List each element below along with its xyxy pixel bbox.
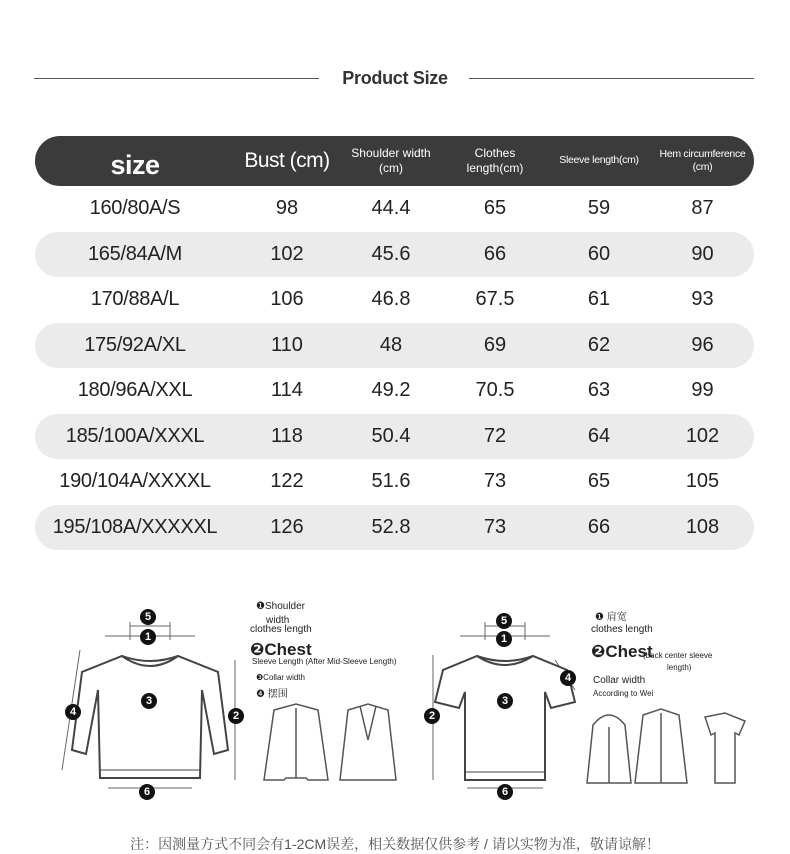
table-cell: 62: [587, 333, 611, 356]
table-cell: 180/96A/XXL: [77, 379, 193, 402]
header-hem-line2: (cm): [692, 161, 713, 173]
header-shoulder-line2: (cm): [379, 161, 403, 175]
table-row: [35, 323, 754, 369]
title-row: [0, 62, 790, 96]
label-width: width: [266, 615, 290, 626]
table-row: [35, 505, 754, 551]
table-cell: 102: [685, 424, 720, 447]
table-cell: 108: [685, 515, 720, 538]
table-cell: 65: [483, 197, 507, 220]
table-cell: 87: [691, 197, 714, 220]
table-cell: 195/108A/XXXXXL: [52, 515, 218, 538]
label-clothes-length: clothes length: [591, 624, 653, 635]
label-chest: ❷Chest: [250, 640, 312, 659]
table-cell: 93: [691, 288, 714, 311]
table-cell: 118: [271, 424, 303, 447]
table-cell: 126: [270, 515, 304, 538]
table-cell: 175/92A/XL: [84, 333, 186, 356]
table-cell: 48: [379, 333, 403, 356]
table-cell: 66: [587, 515, 611, 538]
table-row: [35, 186, 754, 232]
table-cell: 63: [587, 379, 611, 402]
table-cell: 65: [587, 470, 611, 493]
marker-6: 6: [139, 782, 155, 800]
table-cell: 44.4: [371, 197, 411, 220]
marker-5: 5: [140, 607, 156, 625]
table-cell: 73: [483, 470, 507, 493]
title-divider-left: [34, 78, 319, 79]
label-sleeve-note: (back center sleeve: [643, 651, 713, 660]
table-cell: 49.2: [371, 379, 411, 402]
marker-3: 3: [141, 691, 157, 709]
measurement-note: 注：因测量方式不同会有1-2CM误差，相关数据仅供参考 / 请以实物为准，敬请谅解！: [130, 836, 660, 852]
header-hem: [651, 148, 754, 174]
table-cell: 67.5: [475, 288, 515, 311]
table-cell: 69: [483, 333, 507, 356]
table-cell: 105: [685, 470, 720, 493]
table-cell: 185/100A/XXXL: [65, 424, 205, 447]
marker-2: 2: [228, 706, 244, 724]
table-cell: 165/84A/M: [87, 242, 183, 265]
marker-2: 2: [424, 706, 440, 724]
table-cell: 64: [587, 424, 611, 447]
label-hem: ❹ 摆围: [256, 689, 288, 700]
table-body: [35, 186, 754, 550]
label-clothes-length: clothes length: [250, 624, 312, 635]
label-collar-width: ❸Collar width: [256, 673, 305, 682]
label-collar-width: Collar width: [593, 675, 646, 686]
diagram-long-sleeve: [50, 600, 410, 800]
table-row: [35, 414, 754, 460]
table-cell: 110: [271, 333, 303, 356]
header-size: size: [110, 150, 160, 181]
table-cell: 52.8: [371, 515, 411, 538]
table-cell: 170/88A/L: [90, 288, 180, 311]
header-shoulder-line1: Shoulder width: [351, 146, 431, 160]
table-cell: 72: [483, 424, 507, 447]
label-shoulder: ❶Shoulder: [256, 601, 305, 612]
table-header: [35, 136, 754, 186]
table-cell: 106: [270, 288, 304, 311]
table-cell: 190/104A/XXXXL: [59, 470, 211, 493]
label-sleeve-length: Sleeve Length (After Mid-Sleeve Length): [252, 657, 397, 666]
title-divider-right: [469, 78, 754, 79]
table-cell: 60: [587, 242, 611, 265]
table-cell: 114: [271, 379, 303, 402]
header-hem-line1: Hem circumference: [659, 147, 746, 160]
jackets-sketch: [256, 700, 416, 790]
marker-6: 6: [497, 782, 513, 800]
table-cell: 98: [275, 197, 299, 220]
header-clothes-line2: length(cm): [466, 161, 524, 175]
table-cell: 61: [587, 288, 611, 311]
label-sleeve-note-2: length): [667, 663, 692, 672]
size-table: [35, 136, 754, 550]
header-clothes-line1: Clothes: [474, 146, 516, 160]
table-row: [35, 277, 754, 323]
table-cell: 96: [691, 333, 714, 356]
label-according: According to Wei: [593, 689, 654, 698]
table-cell: 51.6: [371, 470, 411, 493]
marker-4: 4: [560, 668, 576, 686]
table-cell: 59: [587, 197, 611, 220]
table-cell: 73: [483, 515, 507, 538]
header-sleeve: Sleeve length(cm): [559, 154, 639, 167]
hoodie-cardigan-tee-sketch: [583, 705, 753, 795]
marker-4: 4: [65, 702, 81, 720]
diagram-short-sleeve: [415, 600, 765, 800]
header-shoulder: [339, 146, 443, 176]
page-title: Product Size: [342, 68, 448, 88]
table-cell: 46.8: [371, 288, 411, 311]
table-cell: 90: [691, 242, 714, 265]
table-cell: 122: [270, 470, 304, 493]
marker-3: 3: [497, 691, 513, 709]
table-cell: 70.5: [475, 379, 515, 402]
marker-1: 1: [140, 627, 156, 645]
table-row: [35, 368, 754, 414]
table-cell: 99: [691, 379, 714, 402]
label-shoulder: ❶ 肩宽: [595, 612, 627, 623]
table-cell: 66: [483, 242, 507, 265]
table-row: [35, 459, 754, 505]
table-row: [35, 232, 754, 278]
table-cell: 160/80A/S: [89, 197, 181, 220]
marker-1: 1: [496, 629, 512, 647]
label-chest: ❷Chest: [591, 642, 653, 661]
table-cell: 102: [270, 242, 304, 265]
marker-5: 5: [496, 611, 512, 629]
header-clothes-length: [443, 146, 547, 176]
header-bust: Bust (cm): [244, 148, 330, 172]
table-cell: 45.6: [371, 242, 411, 265]
table-cell: 50.4: [371, 424, 411, 447]
